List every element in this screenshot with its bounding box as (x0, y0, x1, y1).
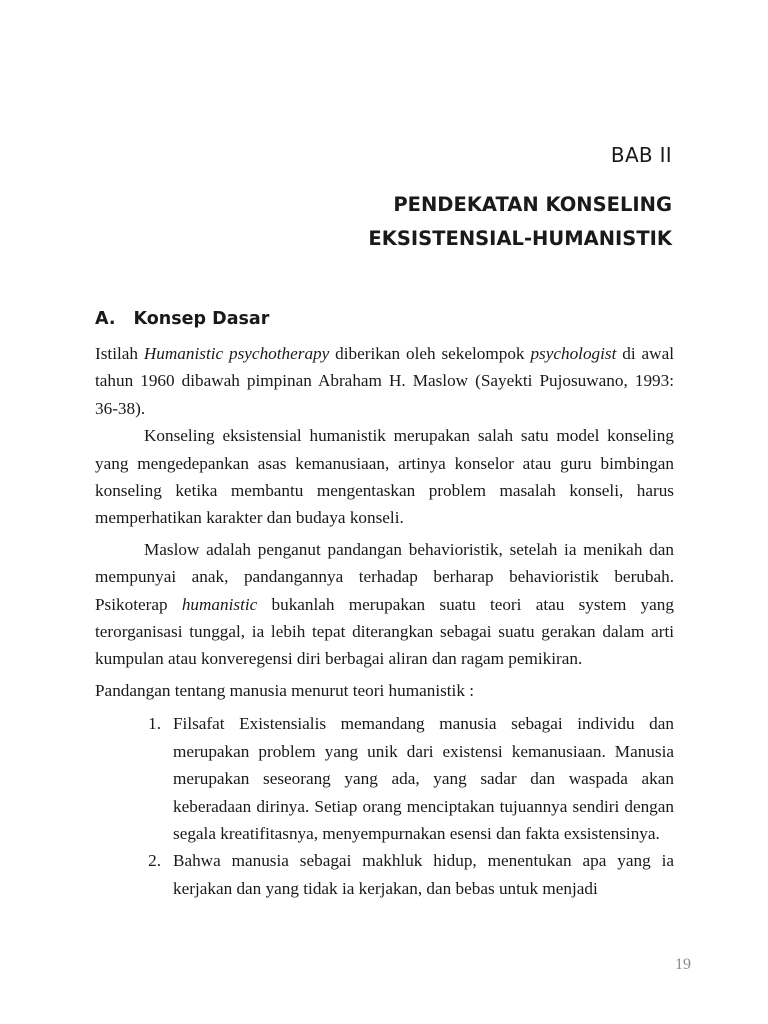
p1-text-c: diberikan oleh sekelompok (329, 344, 531, 363)
p3-italic-humanistic: humanistic (181, 594, 258, 614)
chapter-title-line-2: EKSISTENSIAL-HUMANISTIK (368, 227, 672, 250)
p1-italic-term: Humanistic psychotherapy (143, 344, 330, 363)
paragraph-3 (95, 536, 674, 673)
body-text (95, 340, 674, 902)
list-item (95, 710, 674, 847)
paragraph-4: Pandangan tentang manusia menurut teori humanistik : (95, 680, 474, 700)
p1-text-a: Istilah (95, 344, 144, 363)
section-heading (95, 309, 269, 329)
page-number: 19 (675, 956, 691, 973)
chapter-title-line-1: PENDEKATAN KONSELING (393, 193, 672, 216)
p3-text-c: bukanlah merupakan suatu teori atau system yang terorganisasi tunggal, ia lebih tepat diterangkan sebagai suatu gerakan dalam arti kumpulan atau konveregensi diri berbagai aliran dan ragam pemikiran. (95, 594, 674, 669)
chapter-title (368, 188, 672, 256)
p3-text-a: Maslow adalah penganut pandangan behavioristik, setelah ia menikah dan mempunyai anak, pandangannya terhadap berharap behavioristik berubah. Psikoterap (95, 539, 674, 614)
section-letter: A. (95, 309, 116, 329)
list-item (95, 847, 674, 902)
p1-italic-psychologist: psychologist (530, 344, 617, 363)
p1-text-e: di awal tahun 1960 dibawah pimpinan Abraham H. Maslow (Sayekti Pujosuwano, 1993: 36-38). (95, 344, 674, 418)
list-item-text: Filsafat Existensialis memandang manusia sebagai individu dan merupakan problem yang unik dari existensi kemanusiaan. Manusia merupakan seseorang yang ada, yang sadar dan waspada akan keberadaan dirinya. Setiap orang menciptakan tujuannya sendiri dengan segala kreatifitasnya, menyempurnakan esensi dan fakta exsistensinya. (173, 714, 674, 843)
paragraph-1 (95, 340, 674, 422)
chapter-label: BAB II (610, 143, 672, 167)
paragraph-2: Konseling eksistensial humanistik merupakan salah satu model konseling yang mengedepankan asas kemanusiaan, artinya konselor atau guru bimbingan konseling ketika membantu mengentaskan problem masalah konseli, harus memperhatikan karakter dan budaya konseli. (95, 426, 674, 528)
list-item-number: 1. (148, 714, 161, 734)
numbered-list (95, 710, 674, 902)
section-title: Konsep Dasar (133, 309, 270, 329)
list-item-text: Bahwa manusia sebagai makhluk hidup, menentukan apa yang ia kerjakan dan yang tidak ia kerjakan, dan bebas untuk menjadi (173, 851, 674, 898)
list-item-number: 2. (148, 851, 161, 871)
